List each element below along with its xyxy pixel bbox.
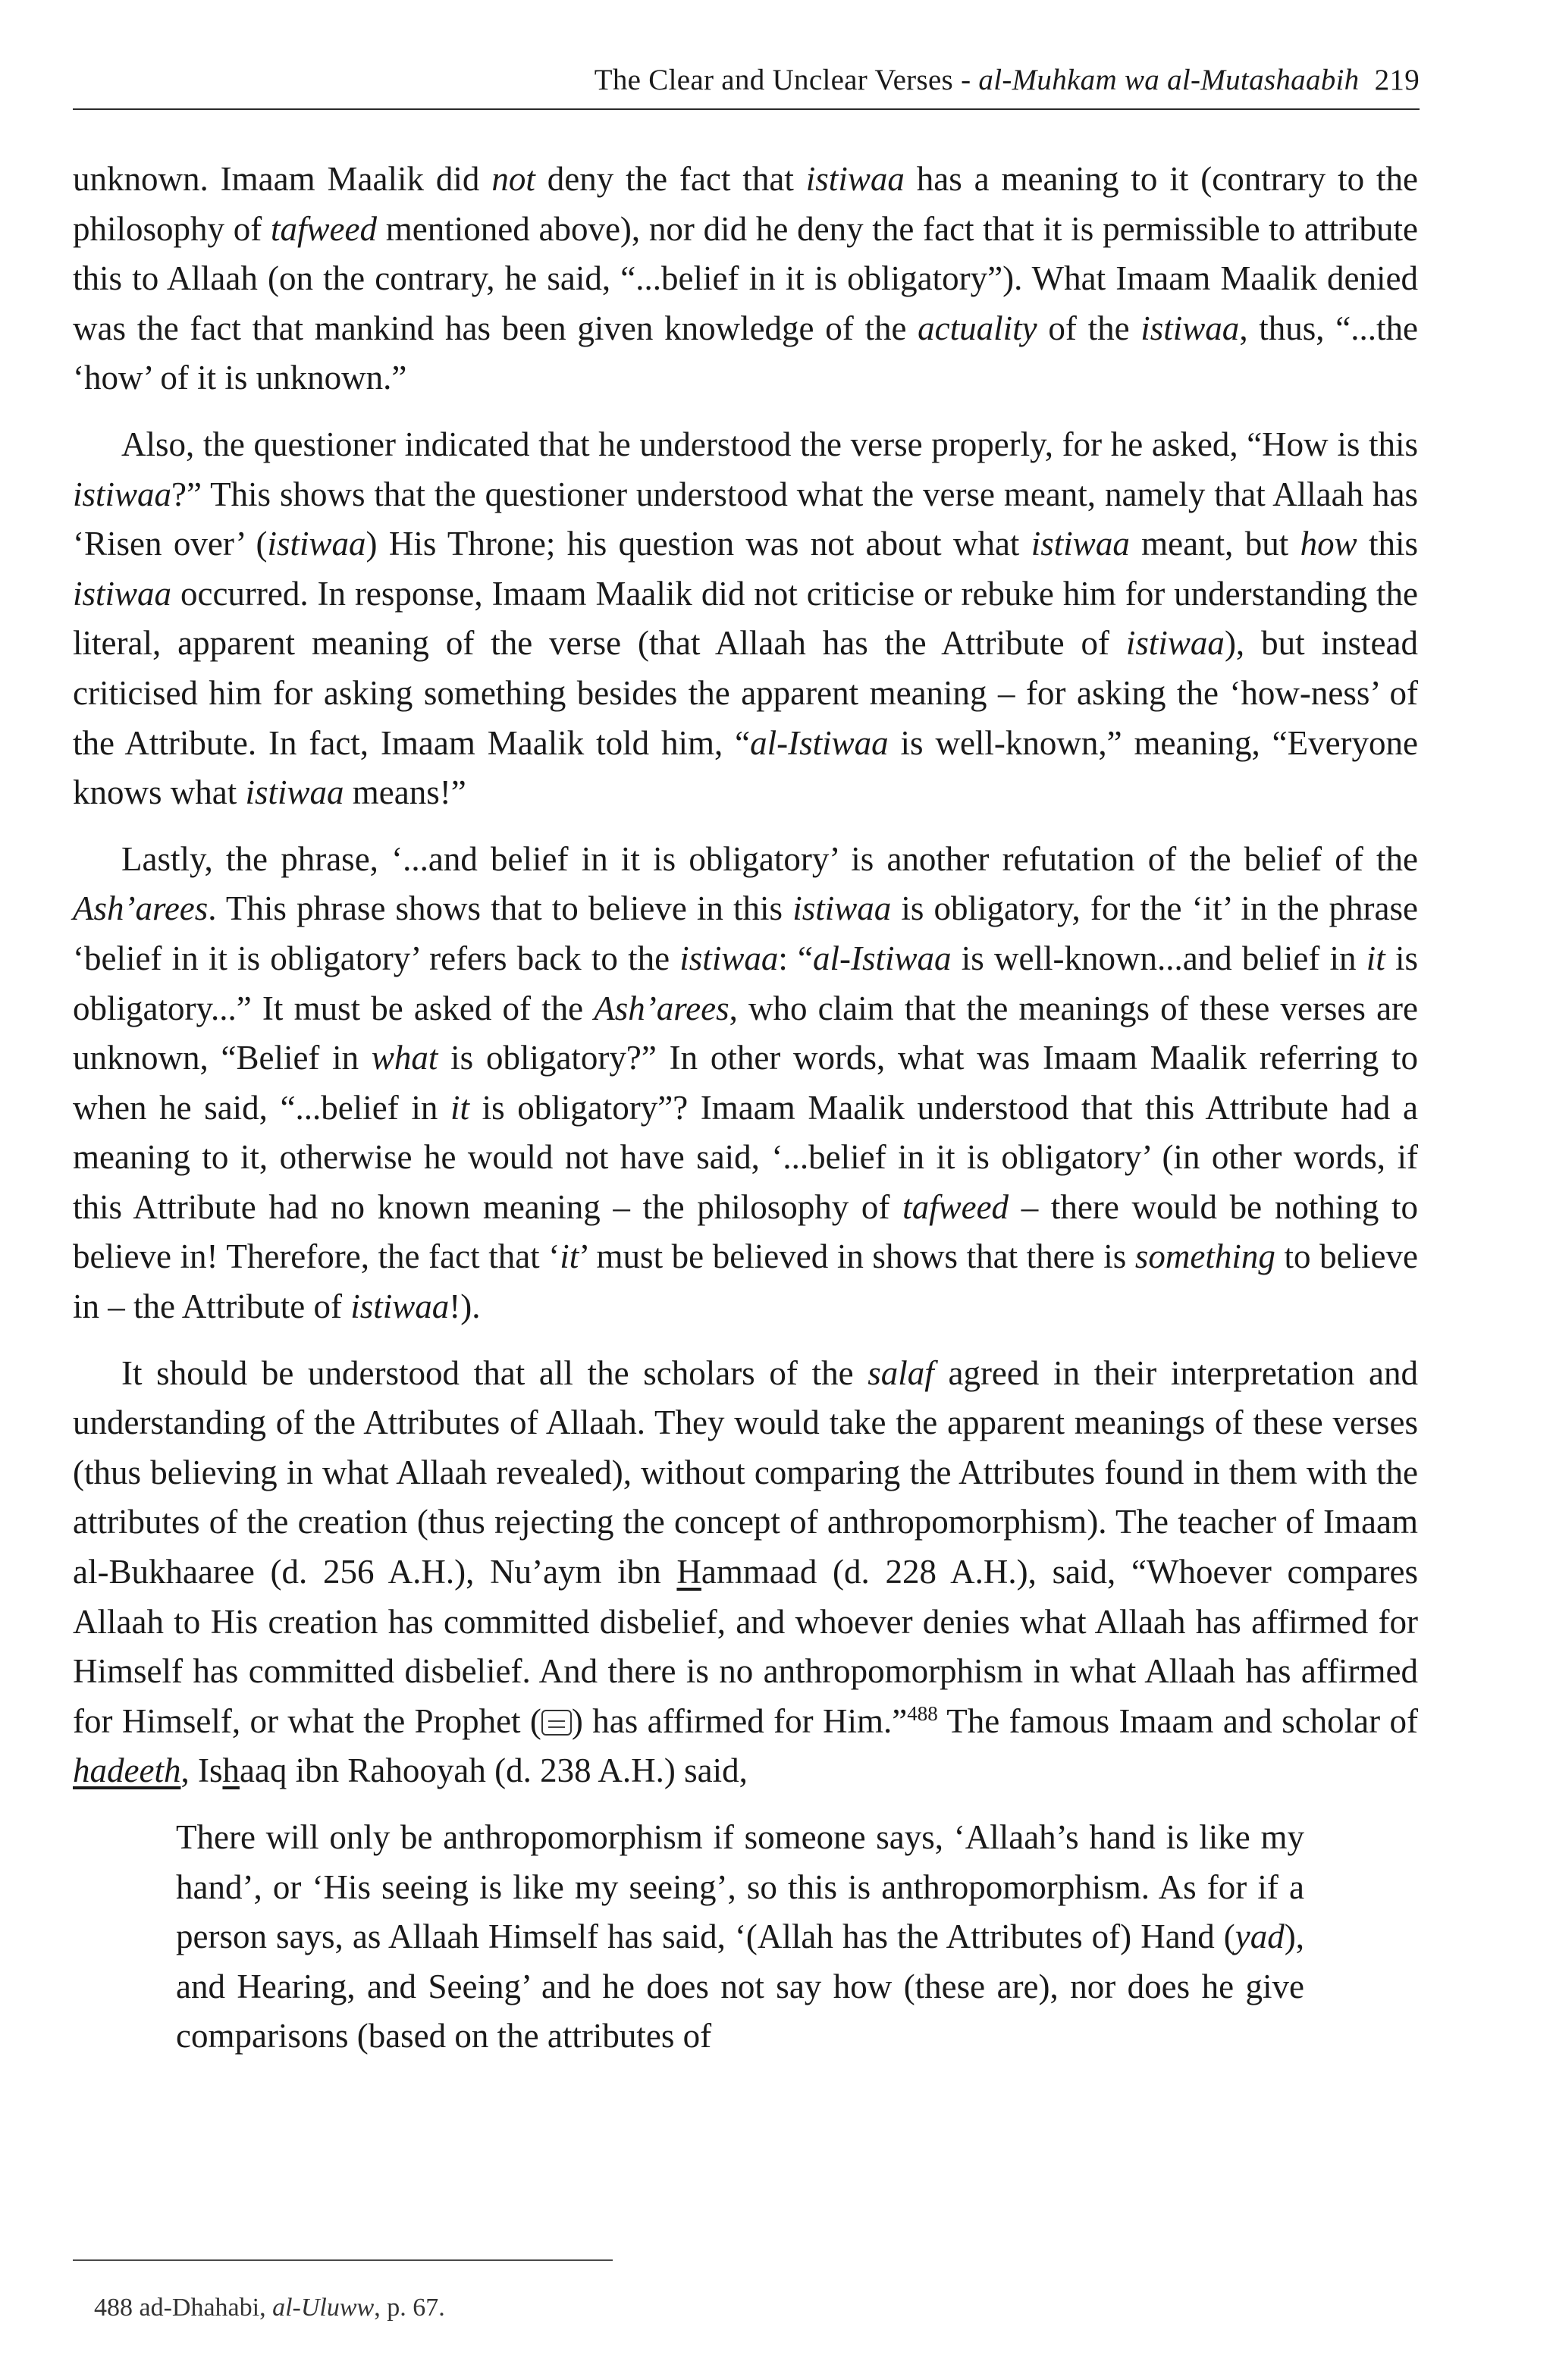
text: : “ [778,939,814,977]
italic-term: istiwaa [792,889,892,928]
italic-term: al-Istiwaa [813,939,952,977]
italic-term: istiwaa [73,475,172,513]
italic-term: istiwaa [350,1287,450,1326]
italic-term: Ash’arees [594,989,729,1027]
footnote [94,2290,445,2326]
text: , who claim that the meanings of these verses are unknown, “Belief in [73,989,1418,1077]
text: deny the fact that [535,160,806,198]
footnote-work: al-Uluww [272,2294,375,2322]
italic-term: it [1366,939,1385,977]
text: ’ must be believed in shows that there is [579,1237,1135,1276]
text: this [1357,525,1418,563]
italic-term: it [560,1237,579,1276]
italic-term: istiwaa [679,939,779,977]
italic-term: something [1134,1237,1275,1276]
text: ?” This shows that the questioner understood what the verse meant, namely that Allaah has ‘Risen over’ ( [73,475,1418,563]
text: is well-known,” meaning, “Everyone knows what [73,723,1419,812]
italic-term: istiwaa [73,574,172,613]
text: ), and Hearing, and Seeing’ and he does not say how (these are), nor does he give comparisons (based on the attributes of [176,1917,1304,2055]
italic-term: actuality [918,309,1037,347]
page-number: 219 [1374,64,1420,96]
italic-term: what [371,1039,438,1077]
italic-term: istiwaa [1125,624,1225,663]
italic-term: hadeeth [73,1751,181,1790]
italic-term: it [450,1088,469,1127]
text: is well-known...and belief in [951,939,1366,977]
italic-term: tafweed [902,1187,1009,1226]
italic-term: istiwaa [805,160,905,198]
underlined-letter: H [676,1553,701,1591]
footnote-rule [73,2259,613,2261]
text: is obligatory, for the ‘it’ in the phrase ‘belief in it is obligatory’ refers back to the [73,889,1418,977]
footnote-page: , p. 67. [374,2294,445,2322]
text: is obligatory?” In other words, what was Imaam Maalik referring to when he said, “...belief in [73,1039,1418,1127]
text: , Is [180,1751,223,1790]
text: Also, the questioner indicated that he understood the verse properly, for he asked, “How is this [121,425,1418,463]
italic-term: not [491,160,535,198]
text: There will only be anthropomorphism if someone says, ‘Allaah’s hand is like my hand’, or ‘His seeing is like my seeing’, so this is anthropomorphism. As for if a person says, as Allaah Himself has said, ‘(Allah has the Attributes of) Hand ( [176,1818,1304,1956]
paragraph-2 [73,420,1418,818]
italic-term: Ash’arees [73,889,209,928]
text: means!” [344,773,466,812]
text: is obligatory...” It must be asked of the [73,939,1418,1027]
running-head [73,58,1420,103]
text: agreed in their interpretation and understanding of the Attributes of Allaah. They would take the apparent meanings of these verses (thus believing in what Allaah revealed), without comparing the Attributes found in them with the attributes of the creation (thus rejecting the concept of anthropomorphism). The teacher of Imaam al-Bukhaaree (d. 256 A.H.), Nu’aym ibn [73,1353,1418,1591]
text: !). [449,1287,481,1326]
text: , thus, “...the ‘how’ of it is unknown.” [73,309,1418,397]
italic-term: yad [1235,1917,1285,1956]
italic-term: istiwaa [267,525,366,563]
text: ) His Throne; his question was not about what [366,525,1031,563]
running-head-title: The Clear and Unclear Verses - [594,64,979,96]
text: unknown. Imaam Maalik did [73,160,492,198]
underlined-letter: h [222,1751,240,1790]
footnote-author: ad-Dhahabi, [133,2294,273,2322]
text: aaq ibn Rahooyah (d. 238 A.H.) said, [239,1751,748,1790]
text: mentioned above), nor did he deny the fact that it is permissible to attribute this to Allaah (on the contrary, he said, “...belief in it is obligatory”). What Imaam Maalik denied was the fact that mankind has been given knowledge of the [73,209,1418,347]
text: of the [1037,309,1141,347]
text: occurred. In response, Imaam Maalik did not criticise or rebuke him for understanding the literal, apparent meaning of the verse (that Allaah has the Attribute of [73,574,1418,663]
running-head-subtitle: al-Muhkam wa al-Mutashaabih [978,64,1360,96]
paragraph-3 [73,835,1418,1332]
footnote-number: 488 [94,2294,133,2322]
header-rule [73,108,1420,110]
text: ammaad (d. 228 A.H.), said, “Whoever compares Allaah to His creation has committed disbelief, and whoever denies what Allaah has affirmed for Himself has committed disbelief. And there is no anthropomorphism in what Allaah has affirmed for Himself, or what the Prophet ( [73,1553,1418,1740]
text: ) has affirmed for Him.” [571,1701,908,1740]
paragraph-4 [73,1349,1418,1796]
text: – there would be nothing to believe in! Therefore, the fact that ‘ [73,1187,1418,1276]
paragraph-1 [73,155,1418,403]
salutation-seal-icon [541,1710,572,1736]
italic-term: how [1300,525,1357,563]
block-quote [176,1813,1304,2062]
text: to believe in – the Attribute of [73,1237,1418,1326]
italic-term: al-Istiwaa [750,723,889,762]
text: . This phrase shows that to believe in this [208,889,793,928]
italic-term: istiwaa [245,773,344,812]
text: meant, but [1129,525,1300,563]
text: has a meaning to it (contrary to the philosophy of [73,160,1418,248]
text: Lastly, the phrase, ‘...and belief in it is obligatory’ is another refutation of the belief of the [121,839,1418,878]
text: is obligatory”? Imaam Maalik understood that this Attribute had a meaning to it, otherwise he would not have said, ‘...belief in it is obligatory’ (in other words, if this Attribute had no known meaning – the philosophy of [73,1088,1418,1226]
italic-term: istiwaa [1140,309,1240,347]
italic-term: tafweed [271,209,377,248]
italic-term: istiwaa [1031,525,1130,563]
footnote-reference[interactable]: 488 [907,1701,938,1725]
text: It should be understood that all the scholars of the [121,1353,868,1392]
text: ), but instead criticised him for asking something besides the apparent meaning – for asking the ‘how-ness’ of the Attribute. In fact, Imaam Maalik told him, “ [73,624,1418,762]
italic-term: salaf [867,1353,934,1392]
body-text [73,155,1418,2062]
text: The famous Imaam and scholar of [937,1701,1419,1740]
